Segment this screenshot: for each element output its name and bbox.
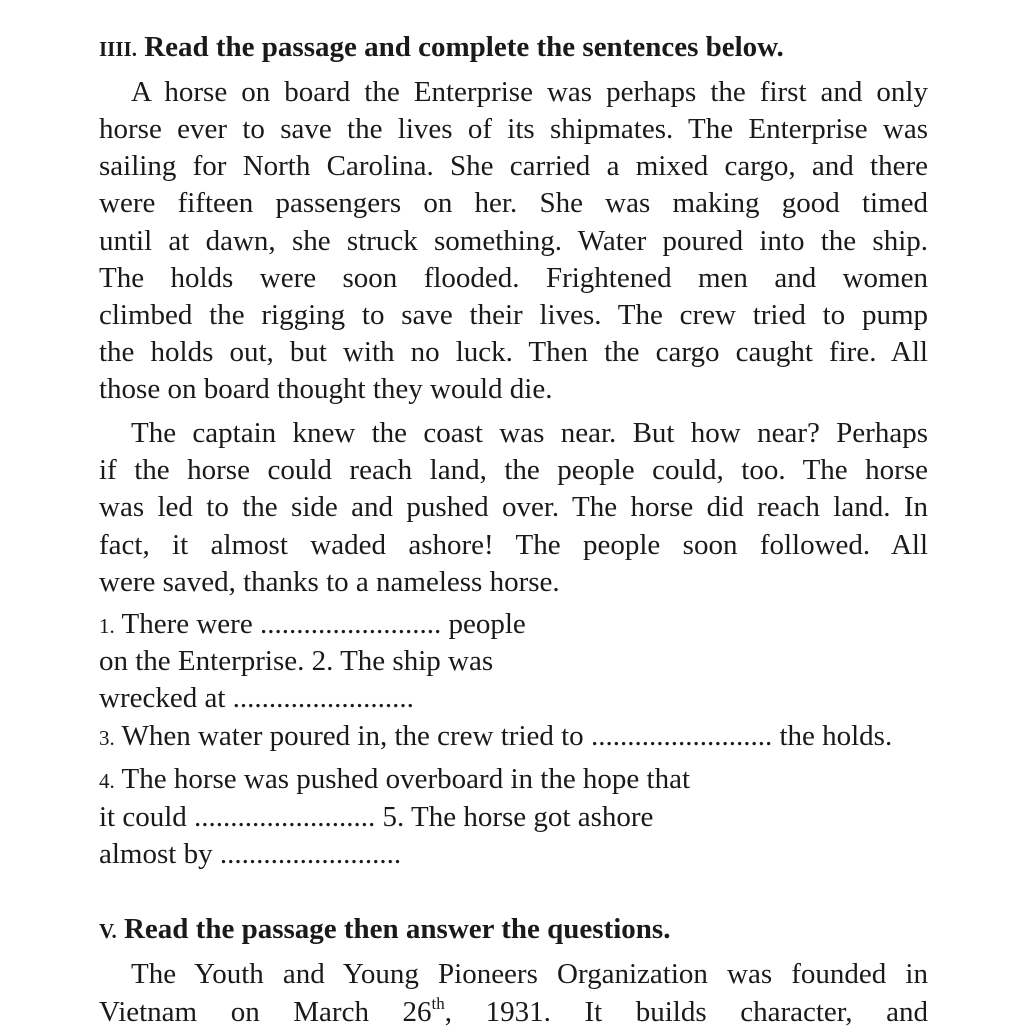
passage-line: fact, it almost waded ashore! The people soon followed. All <box>99 529 928 561</box>
question-text: it could <box>99 801 187 833</box>
answer-blank[interactable]: ......................... <box>194 801 376 833</box>
passage-line: was led to the side and pushed over. The horse did reach land. In <box>99 491 928 523</box>
question-text: wrecked at <box>99 682 226 714</box>
question-text: The horse was pushed overboard in the hope that <box>121 763 691 795</box>
passage-line: climbed the rigging to save their lives. The crew tried to pump <box>99 299 928 331</box>
passage-line <box>99 994 928 1030</box>
section-title: Read the passage and complete the sentences below. <box>144 31 784 63</box>
question-3 <box>99 718 892 756</box>
passage-line: The captain knew the coast was near. But how near? Perhaps <box>131 417 928 449</box>
answer-blank[interactable]: ......................... <box>590 720 773 752</box>
question-text: When water poured in, the crew tried to <box>121 720 584 752</box>
passage-line: those on board thought they would die. <box>99 373 553 405</box>
question-text: almost by <box>99 838 213 870</box>
question-text: 5. The horse got ashore <box>382 801 654 833</box>
question-2 <box>99 680 414 716</box>
passage-line: were saved, thanks to a nameless horse. <box>99 566 560 598</box>
section-heading <box>99 29 784 67</box>
ordinal-suffix: th <box>431 994 445 1013</box>
section-number: V. <box>99 919 117 943</box>
passage-line: The Youth and Young Pioneers Organization was founded in <box>131 958 928 990</box>
question-number: 1. <box>99 614 115 638</box>
passage-line: if the horse could reach land, the people could, too. The horse <box>99 454 928 486</box>
question-4 <box>99 761 690 799</box>
passage-line: The holds were soon flooded. Frightened men and women <box>99 262 928 294</box>
passage-line: the holds out, but with no luck. Then the cargo caught fire. All <box>99 336 928 368</box>
question-4-continued <box>99 799 653 835</box>
question-text: the holds. <box>779 720 893 752</box>
question-text: people <box>448 608 526 640</box>
section-title: Read the passage then answer the questions. <box>123 913 671 945</box>
passage-line: were fifteen passengers on her. She was making good timed <box>99 187 928 219</box>
passage-line: A horse on board the Enterprise was perhaps the first and only <box>131 76 928 108</box>
question-number: 4. <box>99 769 115 793</box>
passage-line: until at dawn, she struck something. Water poured into the ship. <box>99 225 928 257</box>
section-heading <box>99 911 670 949</box>
question-1 <box>99 606 526 644</box>
passage-line: horse ever to save the lives of its shipmates. The Enterprise was <box>99 113 928 145</box>
answer-blank[interactable]: ......................... <box>219 838 402 870</box>
question-text: There were <box>121 608 253 640</box>
section-number: IIII. <box>99 37 137 61</box>
question-number: 3. <box>99 726 115 750</box>
answer-blank[interactable]: ......................... <box>232 682 414 714</box>
question-5 <box>99 836 401 872</box>
answer-blank[interactable]: ......................... <box>259 608 442 640</box>
question-1-continued: on the Enterprise. 2. The ship was <box>99 645 494 677</box>
passage-line: sailing for North Carolina. She carried a mixed cargo, and there <box>99 150 928 182</box>
passage-text: Vietnam on March 26 <box>99 996 432 1028</box>
passage-text: , 1931. It builds character, and <box>444 996 928 1028</box>
